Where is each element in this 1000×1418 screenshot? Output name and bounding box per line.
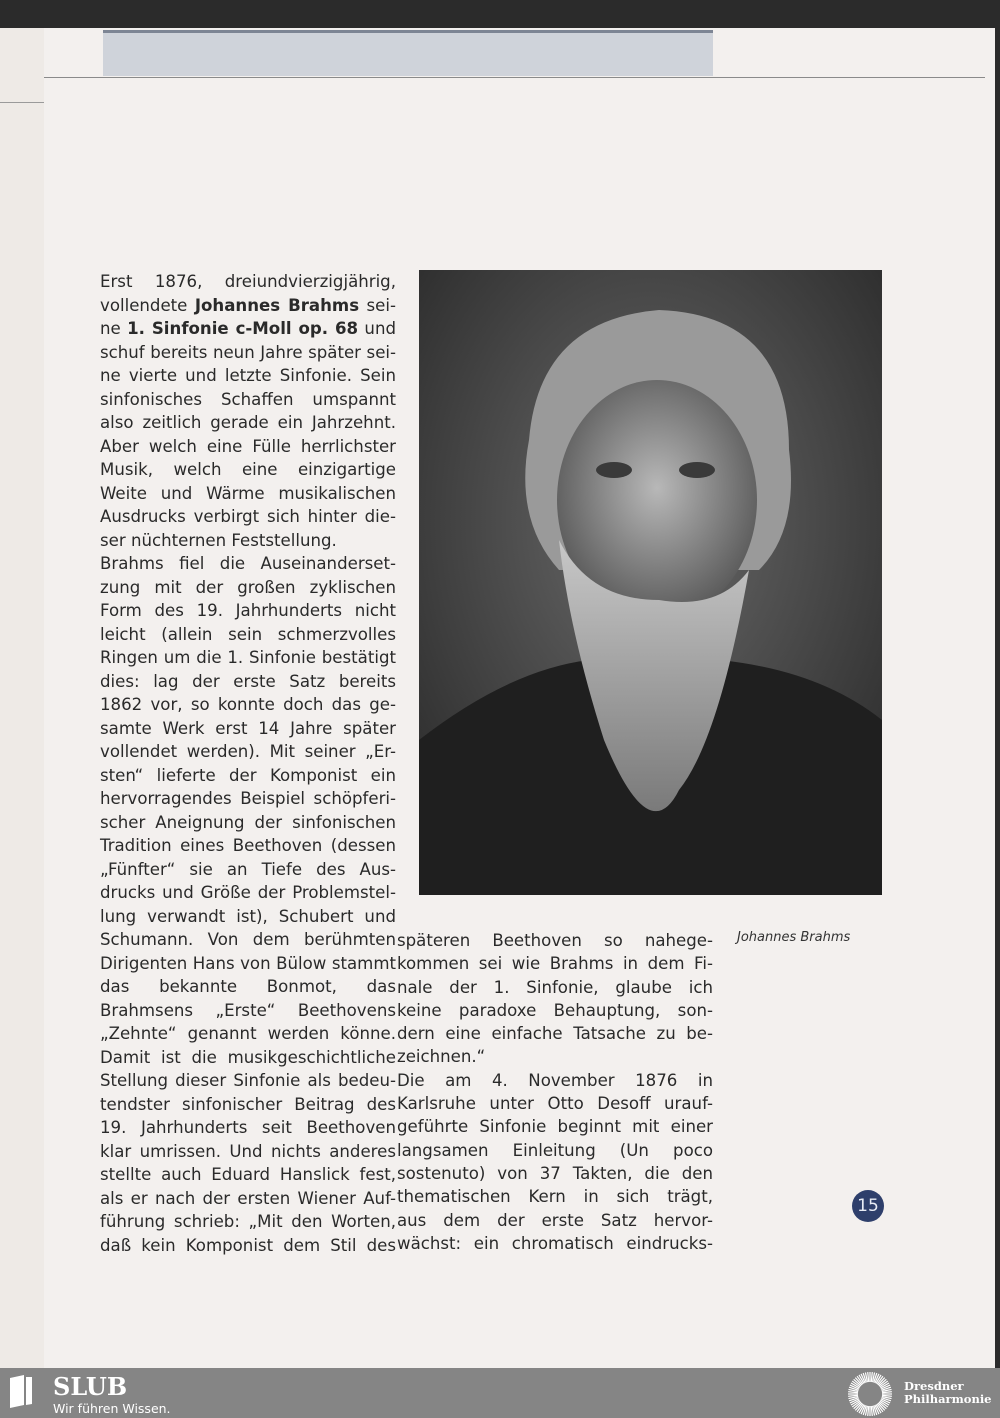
text-line: [100, 623, 396, 647]
text-line: [100, 764, 396, 788]
text-segment: langsamen Einleitung (Un poco: [397, 1140, 713, 1160]
text-line: [100, 341, 396, 365]
text-line: [100, 1046, 396, 1070]
text-line: [100, 1210, 396, 1234]
text-segment: Erst 1876, dreiundvierzigjährig,: [100, 272, 396, 291]
text-segment: drucks und Größe der Problemstel-: [100, 883, 396, 902]
text-segment: vollendete: [100, 295, 195, 315]
text-segment: zeichnen.“: [397, 1047, 486, 1067]
bold-text: Johannes Brahms: [194, 295, 360, 315]
text-segment: Brahmsens „Erste“ Beethovens: [100, 1000, 396, 1020]
text-line: [397, 1185, 713, 1208]
text-segment: leicht (allein sein schmerzvolles: [100, 624, 396, 644]
text-segment: vollendet werden). Mit seiner „Er-: [100, 742, 396, 761]
slub-tagline: Wir führen Wissen.: [53, 1401, 171, 1416]
text-line: [100, 1022, 396, 1046]
text-segment: Die am 4. November 1876 in: [397, 1070, 713, 1090]
bold-text: 1. Sinfonie c-Moll op. 68: [127, 319, 359, 338]
text-segment: Ringen um die 1. Sinfonie bestätigt: [100, 648, 396, 667]
text-line: [397, 1115, 713, 1138]
text-line: [397, 929, 713, 952]
text-line: [100, 881, 396, 905]
text-segment: als er nach der ersten Wiener Auf-: [100, 1188, 396, 1208]
header-bar: [103, 30, 713, 76]
text-line: [100, 270, 396, 294]
text-line: [100, 388, 396, 412]
partner-name: [904, 1380, 992, 1406]
text-segment: sei-: [359, 295, 396, 315]
text-segment: daß kein Komponist dem Stil des: [100, 1235, 396, 1255]
photo-caption: Johannes Brahms: [737, 930, 851, 945]
text-line: [100, 1234, 396, 1258]
text-line: [100, 1187, 396, 1211]
text-segment: sostenuto) von 37 Takten, die den: [397, 1163, 713, 1183]
right-text-column: [397, 929, 713, 1255]
text-line: [100, 670, 396, 694]
text-segment: das bekannte Bonmot, das: [100, 977, 396, 996]
text-segment: Musik, welch eine einzigartige: [100, 460, 396, 479]
text-line: [100, 552, 396, 576]
text-line: [100, 811, 396, 835]
text-line: [100, 928, 396, 952]
text-line: [100, 1140, 396, 1164]
text-line: [100, 858, 396, 882]
facing-page-rule: [0, 102, 44, 103]
text-segment: und: [358, 319, 396, 338]
text-segment: Weite und Wärme musikalischen: [100, 483, 396, 503]
text-line: [397, 999, 713, 1022]
text-segment: stellte auch Eduard Hanslick fest,: [100, 1165, 396, 1184]
text-line: [397, 1045, 713, 1068]
text-segment: ser nüchternen Feststellung.: [100, 530, 337, 550]
text-segment: wächst: ein chromatisch eindrucks-: [397, 1233, 713, 1253]
slub-logo-text: SLUB: [53, 1372, 128, 1401]
portrait-image: [419, 270, 882, 895]
text-segment: ne vierte und letzte Sinfonie. Sein: [100, 366, 396, 385]
text-line: [100, 294, 396, 318]
facing-page-edge: [0, 28, 44, 1368]
text-segment: zung mit der großen zyklischen: [100, 577, 396, 597]
text-line: [100, 435, 396, 459]
portrait-photo: [419, 270, 882, 895]
text-segment: klar umrissen. Und nichts anderes: [100, 1141, 396, 1161]
text-line: [397, 976, 713, 999]
text-segment: Dirigenten Hans von Bülow stammt: [100, 953, 396, 973]
text-segment: 19. Jahrhunderts seit Beethoven: [100, 1118, 396, 1137]
text-line: [100, 364, 396, 388]
text-segment: führung schrieb: „Mit den Worten,: [100, 1212, 396, 1231]
text-segment: keine paradoxe Behauptung, son-: [397, 1000, 713, 1020]
text-line: [100, 411, 396, 435]
text-segment: dern eine einfache Tatsache zu be-: [397, 1024, 713, 1044]
text-line: [100, 529, 396, 553]
text-segment: aus dem der erste Satz hervor-: [397, 1210, 713, 1230]
text-line: [397, 1069, 713, 1092]
header-rule: [44, 77, 985, 78]
text-segment: sinfonisches Schaffen umspannt: [100, 389, 396, 409]
text-line: [100, 576, 396, 600]
text-line: [100, 1069, 396, 1093]
text-segment: sten“ lieferte der Komponist ein: [100, 765, 396, 785]
text-segment: Schumann. Von dem berühmten: [100, 930, 396, 949]
text-segment: scher Aneignung der sinfonischen: [100, 812, 396, 832]
text-line: [100, 317, 396, 341]
slub-book-icon: [8, 1374, 34, 1408]
text-line: [100, 999, 396, 1023]
text-segment: samte Werk erst 14 Jahre später: [100, 718, 396, 738]
text-segment: Tradition eines Beethoven (dessen: [100, 836, 396, 855]
text-line: [100, 599, 396, 623]
page-number-badge: 15: [852, 1190, 884, 1222]
philharmonie-sun-logo-icon: [842, 1371, 898, 1417]
text-segment: also zeitlich gerade ein Jahrzehnt.: [100, 413, 396, 432]
text-line: [100, 905, 396, 929]
text-line: [100, 787, 396, 811]
text-line: [100, 1116, 396, 1140]
text-segment: Stellung dieser Sinfonie als bedeu-: [100, 1071, 396, 1090]
text-segment: kommen sei wie Brahms in dem Fi-: [397, 954, 713, 974]
left-text-column: [100, 270, 396, 1257]
text-line: [100, 1163, 396, 1187]
footer-bar: [0, 1368, 1000, 1418]
partner-name-line1: Dresdner: [904, 1379, 964, 1393]
text-segment: schuf bereits neun Jahre später sei-: [100, 342, 396, 362]
text-segment: Karlsruhe unter Otto Desoff urauf-: [397, 1094, 713, 1114]
text-segment: geführte Sinfonie beginnt mit einer: [397, 1117, 713, 1137]
partner-name-line2: Philharmonie: [904, 1392, 992, 1406]
text-segment: Aber welch eine Fülle herrlichster: [100, 436, 396, 456]
text-segment: Brahms fiel die Auseinanderset-: [100, 554, 396, 573]
text-segment: nale der 1. Sinfonie, glaube ich: [397, 977, 713, 997]
text-line: [397, 952, 713, 975]
text-segment: 1862 vor, so konnte doch das ge-: [100, 695, 396, 714]
text-segment: hervorragendes Beispiel schöpferi-: [100, 789, 396, 808]
text-line: [397, 1092, 713, 1115]
text-line: [100, 975, 396, 999]
text-line: [100, 717, 396, 741]
text-segment: lung verwandt ist), Schubert und: [100, 906, 396, 926]
text-line: [100, 505, 396, 529]
text-segment: „Fünfter“ sie an Tiefe des Aus-: [100, 859, 396, 879]
text-line: [397, 1209, 713, 1232]
text-segment: Form des 19. Jahrhunderts nicht: [100, 601, 396, 620]
text-line: [100, 740, 396, 764]
text-segment: „Zehnte“ genannt werden könne.: [100, 1024, 396, 1043]
text-line: [100, 834, 396, 858]
text-segment: dies: lag der erste Satz bereits: [100, 671, 396, 691]
text-line: [100, 952, 396, 976]
text-line: [100, 646, 396, 670]
text-line: [100, 482, 396, 506]
text-line: [100, 458, 396, 482]
text-line: [397, 1232, 713, 1255]
text-segment: späteren Beethoven so nahege-: [397, 931, 713, 950]
text-line: [397, 1162, 713, 1185]
text-segment: thematischen Kern in sich trägt,: [397, 1187, 713, 1207]
text-line: [397, 1139, 713, 1162]
text-segment: Ausdrucks verbirgt sich hinter die-: [100, 507, 396, 526]
text-segment: ne: [100, 319, 128, 338]
text-line: [100, 693, 396, 717]
text-line: [397, 1022, 713, 1045]
text-line: [100, 1093, 396, 1117]
text-segment: Damit ist die musikgeschichtliche: [100, 1047, 396, 1067]
text-segment: tendster sinfonischer Beitrag des: [100, 1094, 396, 1114]
